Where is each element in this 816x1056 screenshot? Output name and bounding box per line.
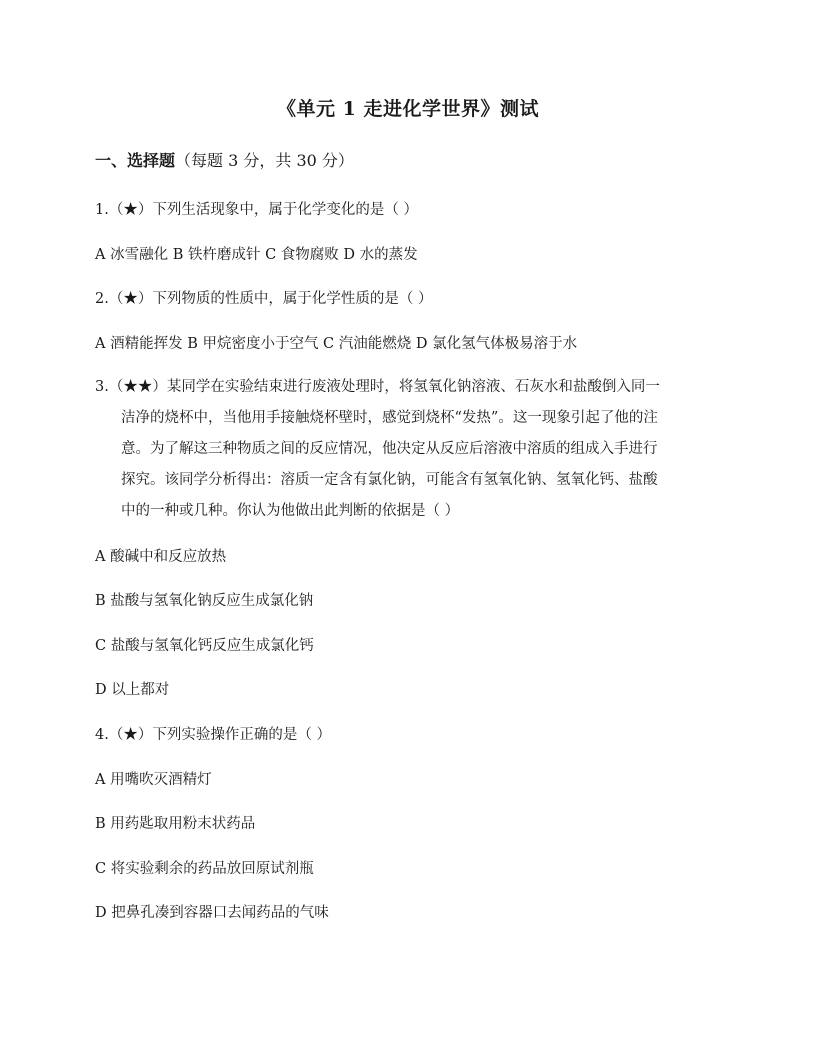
question-2-stem: 2.（★）下列物质的性质中，属于化学性质的是（ ） xyxy=(95,291,433,307)
question-3-stem-line-4: 探究。该同学分析得出：溶质一定含有氯化钠，可能含有氢氧化钠、氢氧化钙、盐酸 xyxy=(121,472,658,488)
section-heading xyxy=(95,148,354,174)
question-3-stem-line-3: 意。为了解这三种物质之间的反应情况，他决定从反应后溶液中溶质的组成入手进行 xyxy=(121,441,658,457)
question-3-stem-line-5: 中的一种或几种。你认为他做出此判断的依据是（ ） xyxy=(121,503,460,519)
question-3-option-a: A 酸碱中和反应放热 xyxy=(95,549,227,565)
question-4-option-a: A 用嘴吹灭酒精灯 xyxy=(95,772,212,788)
question-3-option-c: C 盐酸与氢氧化钙反应生成氯化钙 xyxy=(95,638,314,654)
question-2-options: A 酒精能挥发 B 甲烷密度小于空气 C 汽油能燃烧 D 氯化氢气体极易溶于水 xyxy=(95,336,578,352)
question-4-stem: 4.（★）下列实验操作正确的是（ ） xyxy=(95,727,331,743)
document-title: 《单元 1 走进化学世界》测试 xyxy=(277,98,539,120)
question-4-option-d: D 把鼻孔凑到容器口去闻药品的气味 xyxy=(95,905,329,921)
question-4-option-b: B 用药匙取用粉末状药品 xyxy=(95,816,256,832)
question-1-options: A 冰雪融化 B 铁杵磨成针 C 食物腐败 D 水的蒸发 xyxy=(95,247,418,263)
section-title: 一、选择题 xyxy=(95,151,176,170)
question-3-stem xyxy=(95,372,725,527)
question-1-stem: 1.（★）下列生活现象中，属于化学变化的是（ ） xyxy=(95,202,418,218)
section-scoring-note: （每题 3 分，共 30 分） xyxy=(175,151,354,170)
question-4-option-c: C 将实验剩余的药品放回原试剂瓶 xyxy=(95,861,314,877)
question-3-stem-line-1: 3.（★★）某同学在实验结束进行废液处理时，将氢氧化钠溶液、石灰水和盐酸倒入同一 xyxy=(95,379,660,395)
question-3-option-d: D 以上都对 xyxy=(95,682,170,698)
question-3-option-b: B 盐酸与氢氧化钠反应生成氯化钠 xyxy=(95,593,314,609)
question-3-stem-line-2: 洁净的烧杯中，当他用手接触烧杯壁时，感觉到烧杯“发热”。这一现象引起了他的注 xyxy=(121,410,658,426)
